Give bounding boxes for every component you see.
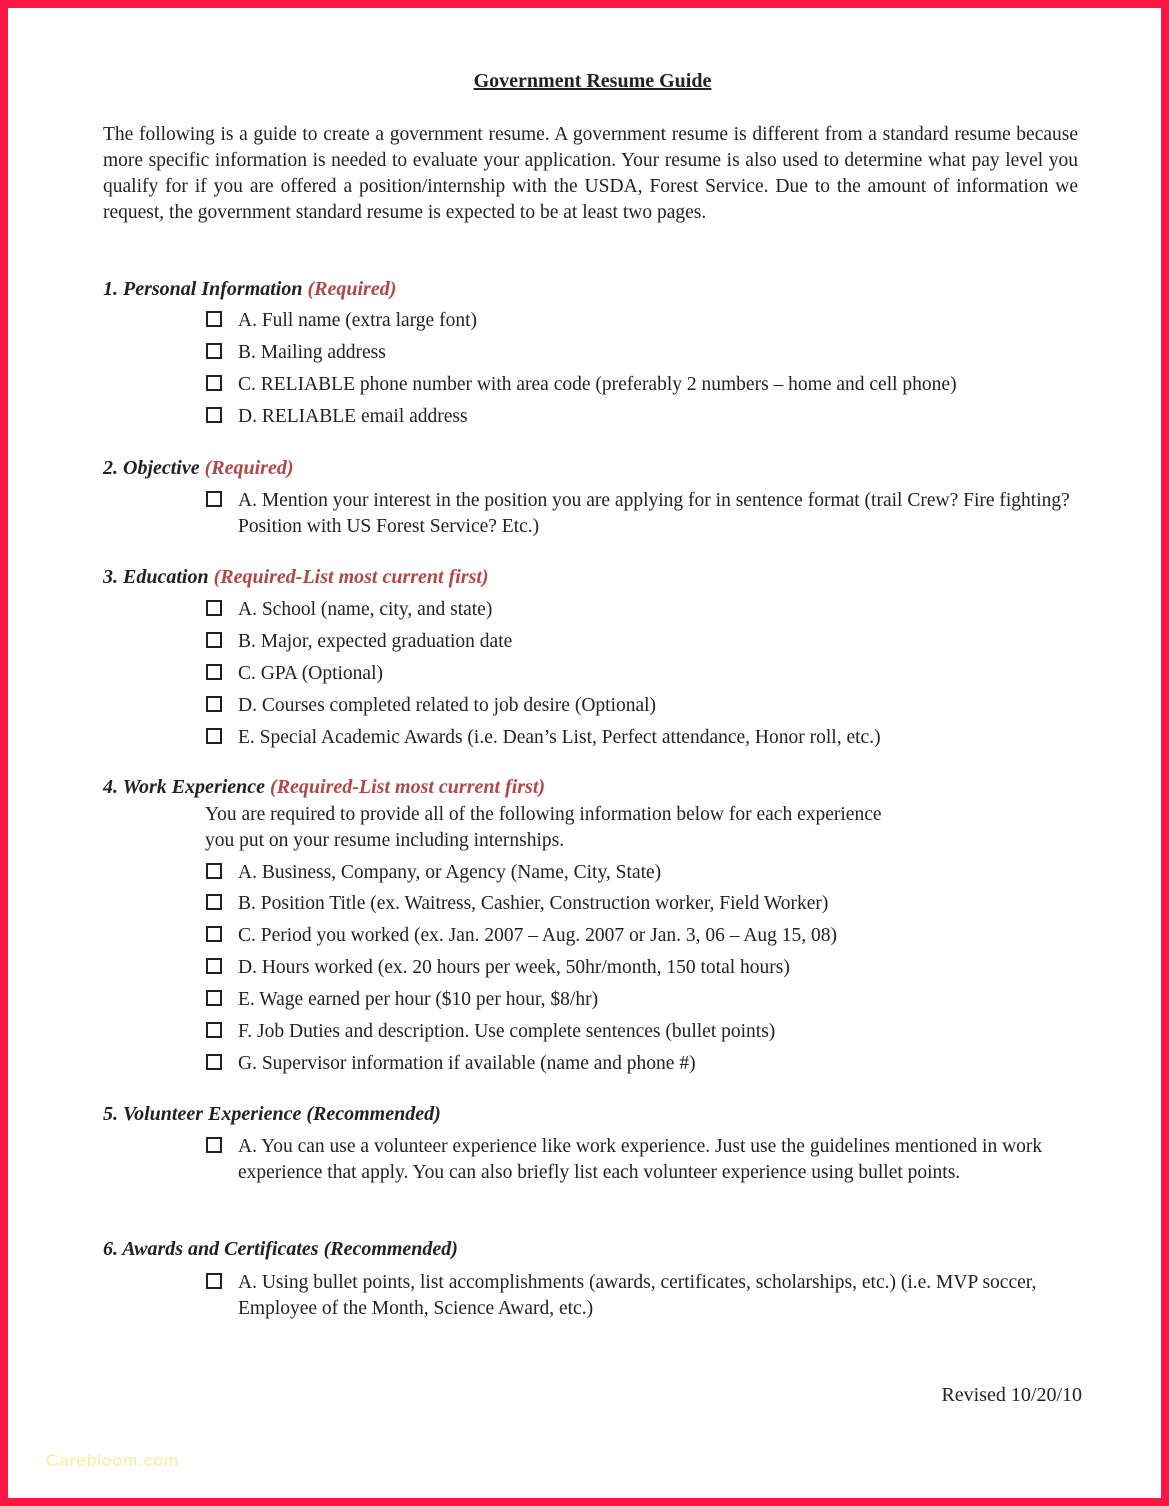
checkbox-empty-icon[interactable] [206, 1022, 222, 1038]
checkbox-empty-icon[interactable] [206, 491, 222, 507]
checkbox-empty-icon[interactable] [206, 343, 222, 359]
item-text: F. Job Duties and description. Use complete sentences (bullet points) [238, 1021, 776, 1042]
section-heading-education [103, 566, 489, 589]
item-text: A. Using bullet points, list accomplishments (awards, certificates, scholarships, etc.) (i.e. MVP soccer, Employee of the Month, Science Award, etc.) [238, 1272, 1037, 1319]
section-note: You are required to provide all of the following information below for each experience you put on your resume including internships. [205, 804, 882, 851]
checkbox-empty-icon[interactable] [206, 990, 222, 1006]
item-text: E. Wage earned per hour ($10 per hour, $8/hr) [238, 989, 599, 1010]
required-tag: (Required) [307, 278, 397, 300]
checkbox-empty-icon[interactable] [206, 375, 222, 391]
checkbox-empty-icon[interactable] [206, 664, 222, 680]
checkbox-empty-icon[interactable] [206, 1054, 222, 1070]
intro-paragraph: The following is a guide to create a government resume. A government resume is different from a standard resume because more specific information is needed to evaluate your application. Your resume is also used to determine what pay level you qualify for if you are offered a position/internship with the USDA, Forest Service. Due to the amount of information we request, the government standard resume is expected to be at least two pages. [103, 124, 1078, 223]
item-text: B. Mailing address [238, 342, 386, 363]
section-title: 2. Objective [103, 457, 200, 479]
section-heading-work-experience [103, 776, 545, 799]
section-title: 6. Awards and Certificates (Recommended) [103, 1238, 458, 1260]
checkbox-empty-icon[interactable] [206, 632, 222, 648]
item-text: D. Hours worked (ex. 20 hours per week, 50hr/month, 150 total hours) [238, 957, 790, 978]
checkbox-empty-icon[interactable] [206, 926, 222, 942]
watermark: Carebloom.com [46, 1451, 179, 1470]
section-title: 3. Education [103, 566, 209, 588]
required-tag: (Required) [204, 457, 294, 479]
item-text: A. Mention your interest in the position you are applying for in sentence format (trail Crew? Fire fighting? Position with US Forest Service? Etc.) [238, 490, 1070, 537]
required-tag: (Required-List most current first) [213, 566, 489, 588]
section-title: 4. Work Experience [103, 776, 266, 798]
checkbox-empty-icon[interactable] [206, 311, 222, 327]
item-text: C. Period you worked (ex. Jan. 2007 – Aug. 2007 or Jan. 3, 06 – Aug 15, 08) [238, 925, 838, 946]
item-text: A. Full name (extra large font) [238, 310, 477, 331]
item-text: C. RELIABLE phone number with area code (preferably 2 numbers – home and cell phone) [238, 374, 957, 395]
item-text: D. Courses completed related to job desire (Optional) [238, 695, 657, 716]
item-text: C. GPA (Optional) [238, 663, 384, 684]
item-text: A. School (name, city, and state) [238, 599, 493, 620]
section-heading-personal-information [103, 278, 396, 301]
checkbox-empty-icon[interactable] [206, 1137, 222, 1153]
checkbox-empty-icon[interactable] [206, 1273, 222, 1289]
item-text: B. Position Title (ex. Waitress, Cashier, Construction worker, Field Worker) [238, 893, 829, 914]
item-text: A. Business, Company, or Agency (Name, City, State) [238, 862, 662, 883]
revision-date: Revised 10/20/10 [941, 1384, 1082, 1406]
section-title: 1. Personal Information [103, 278, 303, 300]
checkbox-empty-icon[interactable] [206, 958, 222, 974]
section-heading-volunteer-experience [103, 1103, 441, 1126]
checkbox-empty-icon[interactable] [206, 600, 222, 616]
section-heading-objective [103, 457, 294, 480]
item-text: G. Supervisor information if available (name and phone #) [238, 1053, 696, 1074]
item-text: E. Special Academic Awards (i.e. Dean’s List, Perfect attendance, Honor roll, etc.) [238, 727, 881, 748]
section-title: 5. Volunteer Experience (Recommended) [103, 1103, 441, 1125]
required-tag: (Required-List most current first) [270, 776, 546, 798]
checkbox-empty-icon[interactable] [206, 696, 222, 712]
checkbox-empty-icon[interactable] [206, 863, 222, 879]
item-text: D. RELIABLE email address [238, 406, 468, 427]
section-heading-awards-certificates [103, 1238, 458, 1261]
item-text: A. You can use a volunteer experience like work experience. Just use the guidelines mentioned in work experience that apply. You can also briefly list each volunteer experience using bullet points. [238, 1136, 1043, 1183]
checkbox-empty-icon[interactable] [206, 728, 222, 744]
checkbox-empty-icon[interactable] [206, 894, 222, 910]
item-text: B. Major, expected graduation date [238, 631, 513, 652]
page-title: Government Resume Guide [473, 70, 712, 92]
checkbox-empty-icon[interactable] [206, 407, 222, 423]
